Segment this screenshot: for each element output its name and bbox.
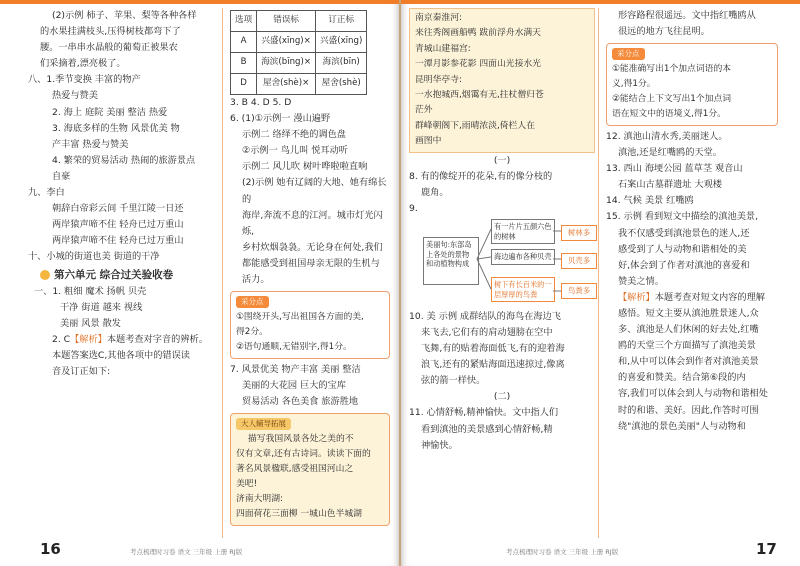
page-footer: 考点梳理时习卷 语文 三年级 上册 RJ版 <box>130 548 243 556</box>
scoring-line: 得2分。 <box>236 327 268 338</box>
text-line: 很远的地方飞往昆明。 <box>618 26 710 38</box>
extension-box <box>230 413 390 526</box>
answer-line: 飞舞,有的贴着海面低飞,有的迎着海 <box>421 343 565 355</box>
answer-line: 美丽的大花园 巨大的宝库 <box>242 380 346 392</box>
text-line: 腰。一串串水晶般的葡萄正被果农 <box>40 42 178 54</box>
scoring-line: 语在短文中的语境义,得1分。 <box>612 109 726 119</box>
mind-map-leaf-text: 树林多 <box>567 227 591 237</box>
section-heading: (一) <box>493 154 511 166</box>
extension-line: 四面荷花三面柳 一城山色半城湖 <box>236 508 362 519</box>
poem-line: 群峰朝阁下,雨晴浓淡,倚栏人在 <box>415 120 535 131</box>
answer-8-3: 3. 海底多样的生物 风景优美 物 <box>52 122 180 134</box>
analysis-line: 时的和谐、美好。因此,作答时可围 <box>618 404 759 416</box>
extension-line: 仅有文章,还有古诗词。读读下面的 <box>236 449 371 460</box>
answer-line: 感受到了人与动物和谐相处的美 <box>618 243 747 255</box>
answer-10: 十、小城的街道也美 街道的干净 <box>28 251 160 263</box>
table-cell: 屋舍(shè)× <box>257 74 316 95</box>
analysis-tag: 【解析】 <box>618 291 655 303</box>
extension-tag: 大人辅导拓展 <box>236 418 291 430</box>
scoring-line: ②能结合上下文写出1个加点词 <box>612 94 732 105</box>
answer-8: 8. 有的像绽开的花朵,有的像分枝的 <box>409 170 553 182</box>
answer-7: 7. 风景优美 物产丰富 美丽 整洁 <box>230 363 361 375</box>
poem-line: 来往秀阁画船鸭 跋前浮舟水满天 <box>415 28 541 39</box>
answer-line: 浪飞,还有的紧贴海面迅速掠过,像离 <box>421 359 565 371</box>
answer-line: ②示例一 鸟儿叫 悦耳动听 <box>242 145 348 157</box>
answer-line: 弦的箭一样快。 <box>421 375 486 387</box>
extension-line: 济南大明湖: <box>236 493 283 504</box>
scoring-tag: 采分点 <box>236 296 269 308</box>
poem-line: 昆明华亭寺: <box>415 74 462 85</box>
table-cell: A <box>231 32 257 53</box>
scoring-box <box>606 43 778 126</box>
answer-8-4: 4. 繁荣的贸易活动 热闹的旅游景点 <box>52 154 196 166</box>
poem-line: 画图中 <box>415 136 442 147</box>
analysis-line: 多、滇池是人们休闲的好去处,红嘴 <box>618 324 759 336</box>
scoring-line: ①能准确写出1个加点词语的本 <box>612 64 732 75</box>
answer-line: 都能感受到祖国母亲无限的生机与 <box>242 257 380 269</box>
analysis-line: 绕"滇池的景色美丽"人与动物和 <box>618 420 746 432</box>
poem-line: 朝辞白帝彩云间 千里江陵一日还 <box>52 203 184 215</box>
poem-line: 两岸猿声啼不住 轻舟已过万重山 <box>52 235 184 247</box>
table-header: 订正标 <box>316 11 367 32</box>
answer-u2-label: 2. C <box>52 334 71 346</box>
top-band <box>401 0 800 4</box>
analysis <box>606 290 778 306</box>
extension-line: 美吧! <box>236 479 258 490</box>
answer-8-2: 2. 海上 庭院 美丽 整洁 热爱 <box>52 106 168 118</box>
scoring-tag: 采分点 <box>612 48 645 60</box>
answer-line: 示例二 络绎不绝的调色盘 <box>242 129 346 141</box>
analysis-line: 本题考查对短文内容的理解 <box>654 291 765 303</box>
answer-9: 九、李白 <box>28 187 65 199</box>
answer-u2 <box>40 332 222 348</box>
analysis-text: 本题考查对字音的辨析。 <box>106 334 208 346</box>
right-column-1 <box>409 8 595 454</box>
answer-3-5: 3. B 4. D 5. D <box>230 97 292 108</box>
poem-line: 两岸猿声啼不住 轻舟已过万重山 <box>52 219 184 231</box>
page-footer: 考点梳理时习卷 语文 三年级 上册 RJ版 <box>506 548 619 556</box>
scoring-line: ①围绕开头,写出祖国各方面的美, <box>236 312 364 323</box>
table-row <box>231 32 367 53</box>
answer-line: 好,体会到了作者对滇池的喜爱和 <box>618 259 750 271</box>
text-line: 们采摘着,漂亮极了。 <box>40 58 126 70</box>
top-band <box>0 0 399 4</box>
answer-line: 贸易活动 各色美食 旅游胜地 <box>242 396 359 408</box>
answer-line: 活力。 <box>242 274 270 286</box>
lightbulb-icon <box>40 270 50 280</box>
left-page <box>0 0 399 566</box>
answer-line: 干净 街道 越来 视线 <box>60 301 143 313</box>
answer-line: 我不仅感受到滇池景色的迷人,还 <box>618 227 750 239</box>
text-line: 形容路程很遥远。文中指红嘴鸥从 <box>618 10 756 21</box>
table-header: 选项 <box>231 11 257 32</box>
analysis-line: 感悟。短文主要从滇池胜景迷人,众 <box>618 307 759 319</box>
analysis-tag: 【解析】 <box>70 334 107 346</box>
analysis-line: 的喜爱和赞美。结合第⑥段的内 <box>618 372 746 384</box>
answer-line: 看到滇池的美景感到心情舒畅,精 <box>421 423 553 435</box>
left-column-1 <box>28 8 222 380</box>
table-cell: 海滨(bīn) <box>316 53 367 74</box>
analysis-line: 和,从中可以体会到作者对滇池美景 <box>618 356 759 368</box>
page-number: 16 <box>40 540 61 558</box>
scoring-line: ②语句通顺,无错别字,得1分。 <box>236 341 352 352</box>
answer-line: 神愉快。 <box>421 439 458 451</box>
answer-line: 美丽 风景 散发 <box>60 318 121 330</box>
table-row <box>231 53 367 74</box>
poem-line: 一潭月影参花影 四面山光接水光 <box>415 59 541 70</box>
table-cell: 屋舍(shè) <box>316 74 367 95</box>
answer-line: 赞美之情。 <box>618 275 664 287</box>
poem-line: 青城山建福宫: <box>415 43 471 54</box>
answer-9: 9. <box>409 202 418 214</box>
analysis-line: 容,我们可以体会到人与动物和谐相处 <box>618 388 768 400</box>
table-header: 错误标 <box>257 11 316 32</box>
extension-line: 描写我国风景各处之美的不 <box>248 434 354 445</box>
scoring-box <box>230 291 390 359</box>
page-number: 17 <box>756 540 777 558</box>
answer-13: 13. 西山 海埂公园 蓝草茎 观音山 <box>606 163 743 175</box>
scoring-line: 义,得1分。 <box>612 79 656 90</box>
mind-map <box>409 219 595 307</box>
answer-line: 产丰富 热爱与赞美 <box>52 138 129 150</box>
answer-line: 石案山古墓群遗址 大观楼 <box>618 179 722 191</box>
analysis-line: 鸥的天堂三个方面描写了滇池美景 <box>618 340 756 352</box>
right-page <box>401 0 800 566</box>
answer-10: 10. 美 示例 成群结队的海鸟在海边飞 <box>409 310 561 322</box>
mind-map-root-text: 美丽句:东部岛上各处的景物和动植物构成 <box>426 239 472 269</box>
answer-line: 海岸,奔流不息的江河。城市灯光闪烁, <box>242 209 383 237</box>
unit-title <box>40 266 222 284</box>
section-heading: (二) <box>493 391 511 403</box>
poem-line: 南京秦淮河: <box>415 13 462 23</box>
answer-u1: 一、1. 粗细 魔术 扬帆 贝壳 <box>34 285 147 297</box>
answer-line: (2)示例 她有辽阔的大地、她有绵长的 <box>242 177 387 205</box>
table-cell: B <box>231 53 257 74</box>
poem-box <box>409 8 595 153</box>
answer-line: 示例二 风儿吹 树叶哗啦啦直响 <box>242 161 368 173</box>
text-line: 的水果挂满枝头,压得树枝都弯下了 <box>40 26 181 38</box>
column-divider <box>222 8 223 538</box>
table-cell: 兴盛(xīng)× <box>257 32 316 53</box>
mind-map-leaf-text: 鸟粪多 <box>567 285 591 295</box>
answer-11: 11. 心情舒畅,精神愉快。文中指人们 <box>409 407 559 419</box>
mind-map-branch-text: 海边遍布各种贝壳 <box>494 251 552 261</box>
column-divider <box>598 8 599 538</box>
answer-8-1: 八、1.季节变换 丰富的物产 <box>28 74 141 86</box>
answer-line: 来飞去,它们有的肩动翅膀在空中 <box>421 326 553 338</box>
answer-line: 音及订正如下: <box>52 366 111 378</box>
answer-line: 滇池,还是红嘴鸥的天堂。 <box>618 147 722 159</box>
answer-table <box>230 10 367 95</box>
table-cell: 兴盛(xīng) <box>316 32 367 53</box>
answer-12: 12. 滇池山清水秀,美丽迷人。 <box>606 130 728 142</box>
poem-line: 一水抱城西,烟霭有无,拄杖僧归苍 <box>415 89 544 100</box>
text-line: (2)示例 柿子、苹果、梨等各种各样 <box>52 10 197 21</box>
mind-map-branch-text: 有一片片五颜六色的树林 <box>494 221 552 241</box>
answer-6: 6. (1)①示例一 漫山遍野 <box>230 113 331 125</box>
left-column-2 <box>230 8 390 529</box>
answer-line: 自豪 <box>52 170 71 182</box>
answer-line: 本题答案选C,其他各项中的错误读 <box>52 350 190 362</box>
mind-map-branch-text: 树下有长百米的一层厚厚的鸟粪 <box>494 279 552 299</box>
answer-15: 15. 示例 看到短文中描绘的滇池美景, <box>606 211 758 223</box>
poem-line: 茫外 <box>415 105 433 116</box>
answer-14: 14. 气候 美景 红嘴鸥 <box>606 195 694 207</box>
unit-title-text: 第六单元 综合过关验收卷 <box>54 268 174 281</box>
table-cell: 海滨(bīng)× <box>257 53 316 74</box>
answer-line: 乡村炊烟袅袅。无论身在何处,我们 <box>242 241 383 253</box>
mind-map-connectors <box>409 219 595 307</box>
answer-line: 鹿角。 <box>421 186 449 198</box>
table-cell: D <box>231 74 257 95</box>
answer-line: 热爱与赞美 <box>52 90 98 102</box>
extension-line: 著名风景楹联,感受祖国河山之 <box>236 464 354 475</box>
mind-map-leaf-text: 贝壳多 <box>567 255 591 265</box>
table-row <box>231 74 367 95</box>
right-column-2 <box>606 8 778 435</box>
